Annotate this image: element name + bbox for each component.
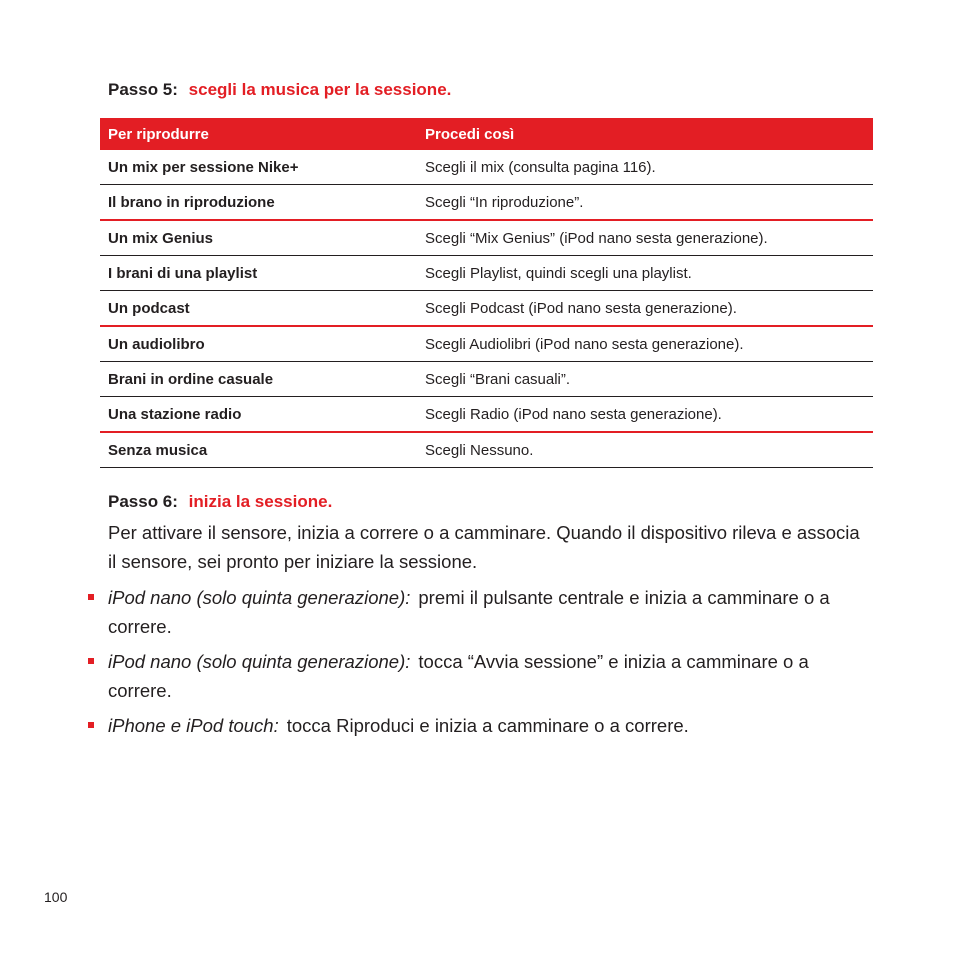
- row-how: Scegli “In riproduzione”.: [417, 185, 873, 221]
- row-how: Scegli Podcast (iPod nano sesta generazione).: [417, 291, 873, 327]
- table-header-row: [100, 118, 873, 150]
- table-row: [100, 397, 873, 433]
- row-how: Scegli Nessuno.: [417, 432, 873, 468]
- row-how: Scegli Audiolibri (iPod nano sesta generazione).: [417, 326, 873, 362]
- table-row: [100, 220, 873, 256]
- step6-label: Passo 6:: [108, 492, 178, 511]
- row-what: Brani in ordine casuale: [100, 362, 417, 397]
- step6-body: Per attivare il sensore, inizia a correre o a camminare. Quando il dispositivo rileva e associa il sensore, sei pronto per iniziare la sessione.: [108, 522, 860, 572]
- bullet-text: tocca “Avvia sessione” e inizia a camminare o a correre.: [108, 651, 809, 701]
- row-how: Scegli Playlist, quindi scegli una playlist.: [417, 256, 873, 291]
- music-options-table: [100, 118, 873, 468]
- step6-heading: [108, 492, 332, 512]
- row-what: I brani di una playlist: [100, 256, 417, 291]
- row-what: Senza musica: [100, 432, 417, 468]
- table-row: [100, 150, 873, 185]
- header-per-riprodurre: Per riprodurre: [100, 118, 417, 150]
- bullet-square-icon: [88, 658, 94, 664]
- step5-label: Passo 5:: [108, 80, 178, 99]
- step6-title: inizia la sessione.: [188, 492, 333, 511]
- page-number: 100: [44, 889, 68, 905]
- row-how: Scegli il mix (consulta pagina 116).: [417, 150, 873, 185]
- table-row: [100, 362, 873, 397]
- row-what: Un podcast: [100, 291, 417, 327]
- bullet-text: premi il pulsante centrale e inizia a camminare o a correre.: [108, 587, 830, 637]
- bullet-item: [108, 647, 873, 705]
- row-how: Scegli “Brani casuali”.: [417, 362, 873, 397]
- header-procedi-cosi: Procedi così: [417, 118, 873, 150]
- bullet-lead: iPod nano (solo quinta generazione):: [108, 587, 411, 608]
- row-what: Un audiolibro: [100, 326, 417, 362]
- row-what: Una stazione radio: [100, 397, 417, 433]
- bullet-lead: iPod nano (solo quinta generazione):: [108, 651, 411, 672]
- table-row: [100, 326, 873, 362]
- row-what: Un mix per sessione Nike+: [100, 150, 417, 185]
- bullet-text: tocca Riproduci e inizia a camminare o a correre.: [286, 715, 689, 736]
- step5-heading: [108, 80, 451, 100]
- bullet-item: [108, 583, 873, 641]
- bullet-lead: iPhone e iPod touch:: [108, 715, 279, 736]
- row-how: Scegli “Mix Genius” (iPod nano sesta generazione).: [417, 220, 873, 256]
- table-row: [100, 256, 873, 291]
- table-row: [100, 291, 873, 327]
- row-what: Il brano in riproduzione: [100, 185, 417, 221]
- table-row: [100, 432, 873, 468]
- bullet-item: [108, 711, 873, 740]
- row-how: Scegli Radio (iPod nano sesta generazione).: [417, 397, 873, 433]
- bullet-square-icon: [88, 722, 94, 728]
- step5-title: scegli la musica per la sessione.: [188, 80, 452, 99]
- table-row: [100, 185, 873, 221]
- row-what: Un mix Genius: [100, 220, 417, 256]
- bullet-square-icon: [88, 594, 94, 600]
